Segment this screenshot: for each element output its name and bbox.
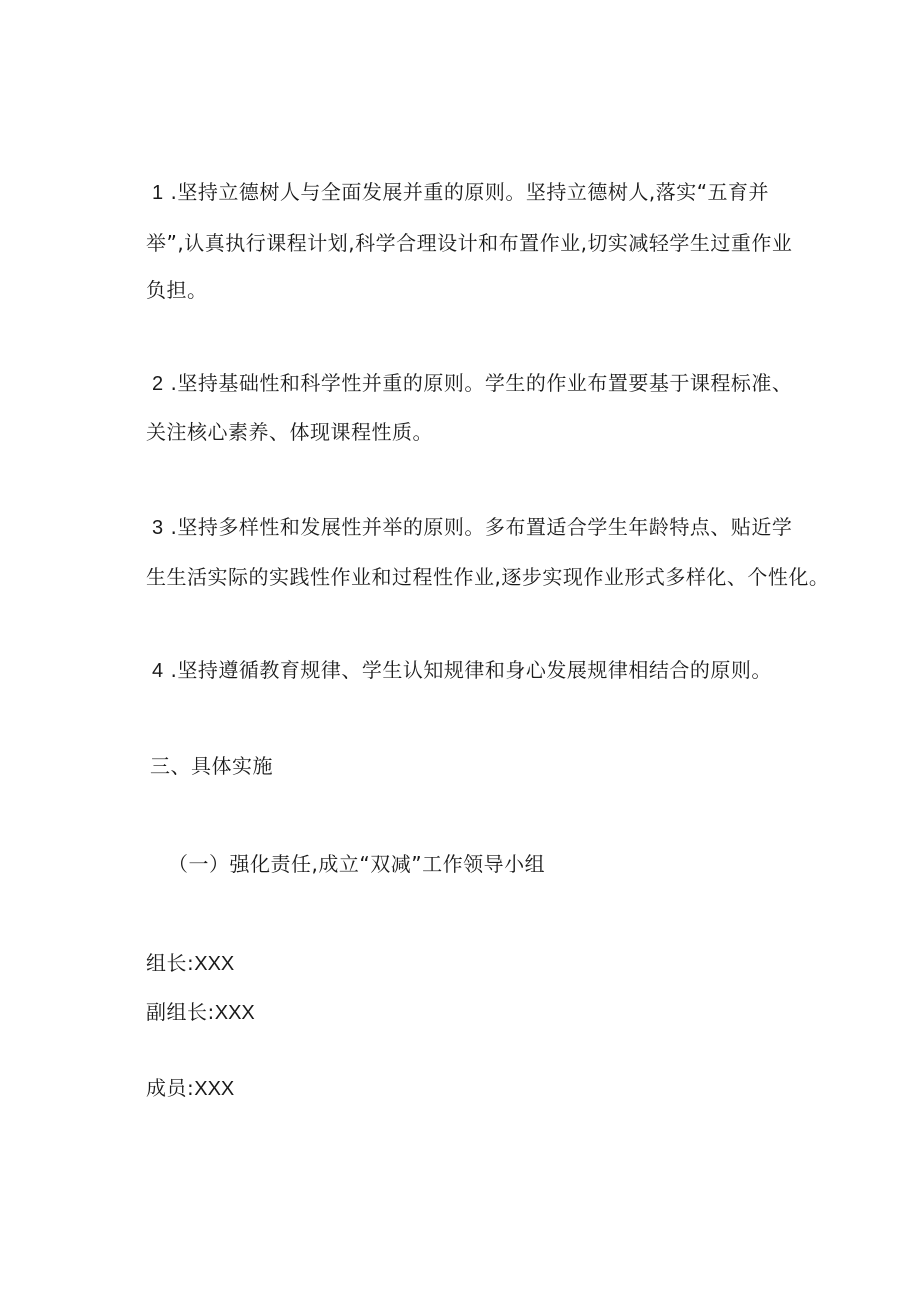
leader-label: 组长: <box>146 951 195 975</box>
leader-value: XXX <box>194 953 235 975</box>
principle-2-line-1: 2 .坚持基础性和科学性并重的原则。学生的作业布置要基于课程标准、 <box>152 371 793 395</box>
section-heading: 三、具体实施 <box>150 754 273 778</box>
members-line <box>146 1074 234 1103</box>
members-label: 成员: <box>146 1076 195 1100</box>
leader-line <box>146 949 234 978</box>
principle-3-line-1: 3 .坚持多样性和发展性并举的原则。多布置适合学生年龄特点、贴近学 <box>152 515 793 539</box>
principle-1-line-2: 举”,认真执行课程计划,科学合理设计和布置作业,切实减轻学生过重作业 <box>146 231 793 255</box>
principle-1-line-3: 负担。 <box>146 278 208 302</box>
principle-2-line-2: 关注核心素养、体现课程性质。 <box>146 420 433 444</box>
subsection-heading: （一）强化责任,成立“双减”工作领导小组 <box>168 852 546 876</box>
principle-3-number: 3 <box>152 517 164 539</box>
principle-1-number: 1 <box>152 182 164 204</box>
principle-4-number: 4 <box>152 660 164 682</box>
principle-4-line-1: 4 .坚持遵循教育规律、学生认知规律和身心发展规律相结合的原则。 <box>152 658 772 682</box>
principle-2-number: 2 <box>152 373 164 395</box>
principle-1-line-1: 1 .坚持立德树人与全面发展并重的原则。坚持立德树人,落实“五育并 <box>152 180 770 204</box>
deputy-leader-line <box>146 998 255 1027</box>
deputy-leader-label: 副组长: <box>146 1000 215 1024</box>
members-value: XXX <box>194 1078 235 1100</box>
deputy-leader-value: XXX <box>214 1002 255 1024</box>
principle-3-line-2: 生生活实际的实践性作业和过程性作业,逐步实现作业形式多样化、个性化。 <box>146 565 830 589</box>
